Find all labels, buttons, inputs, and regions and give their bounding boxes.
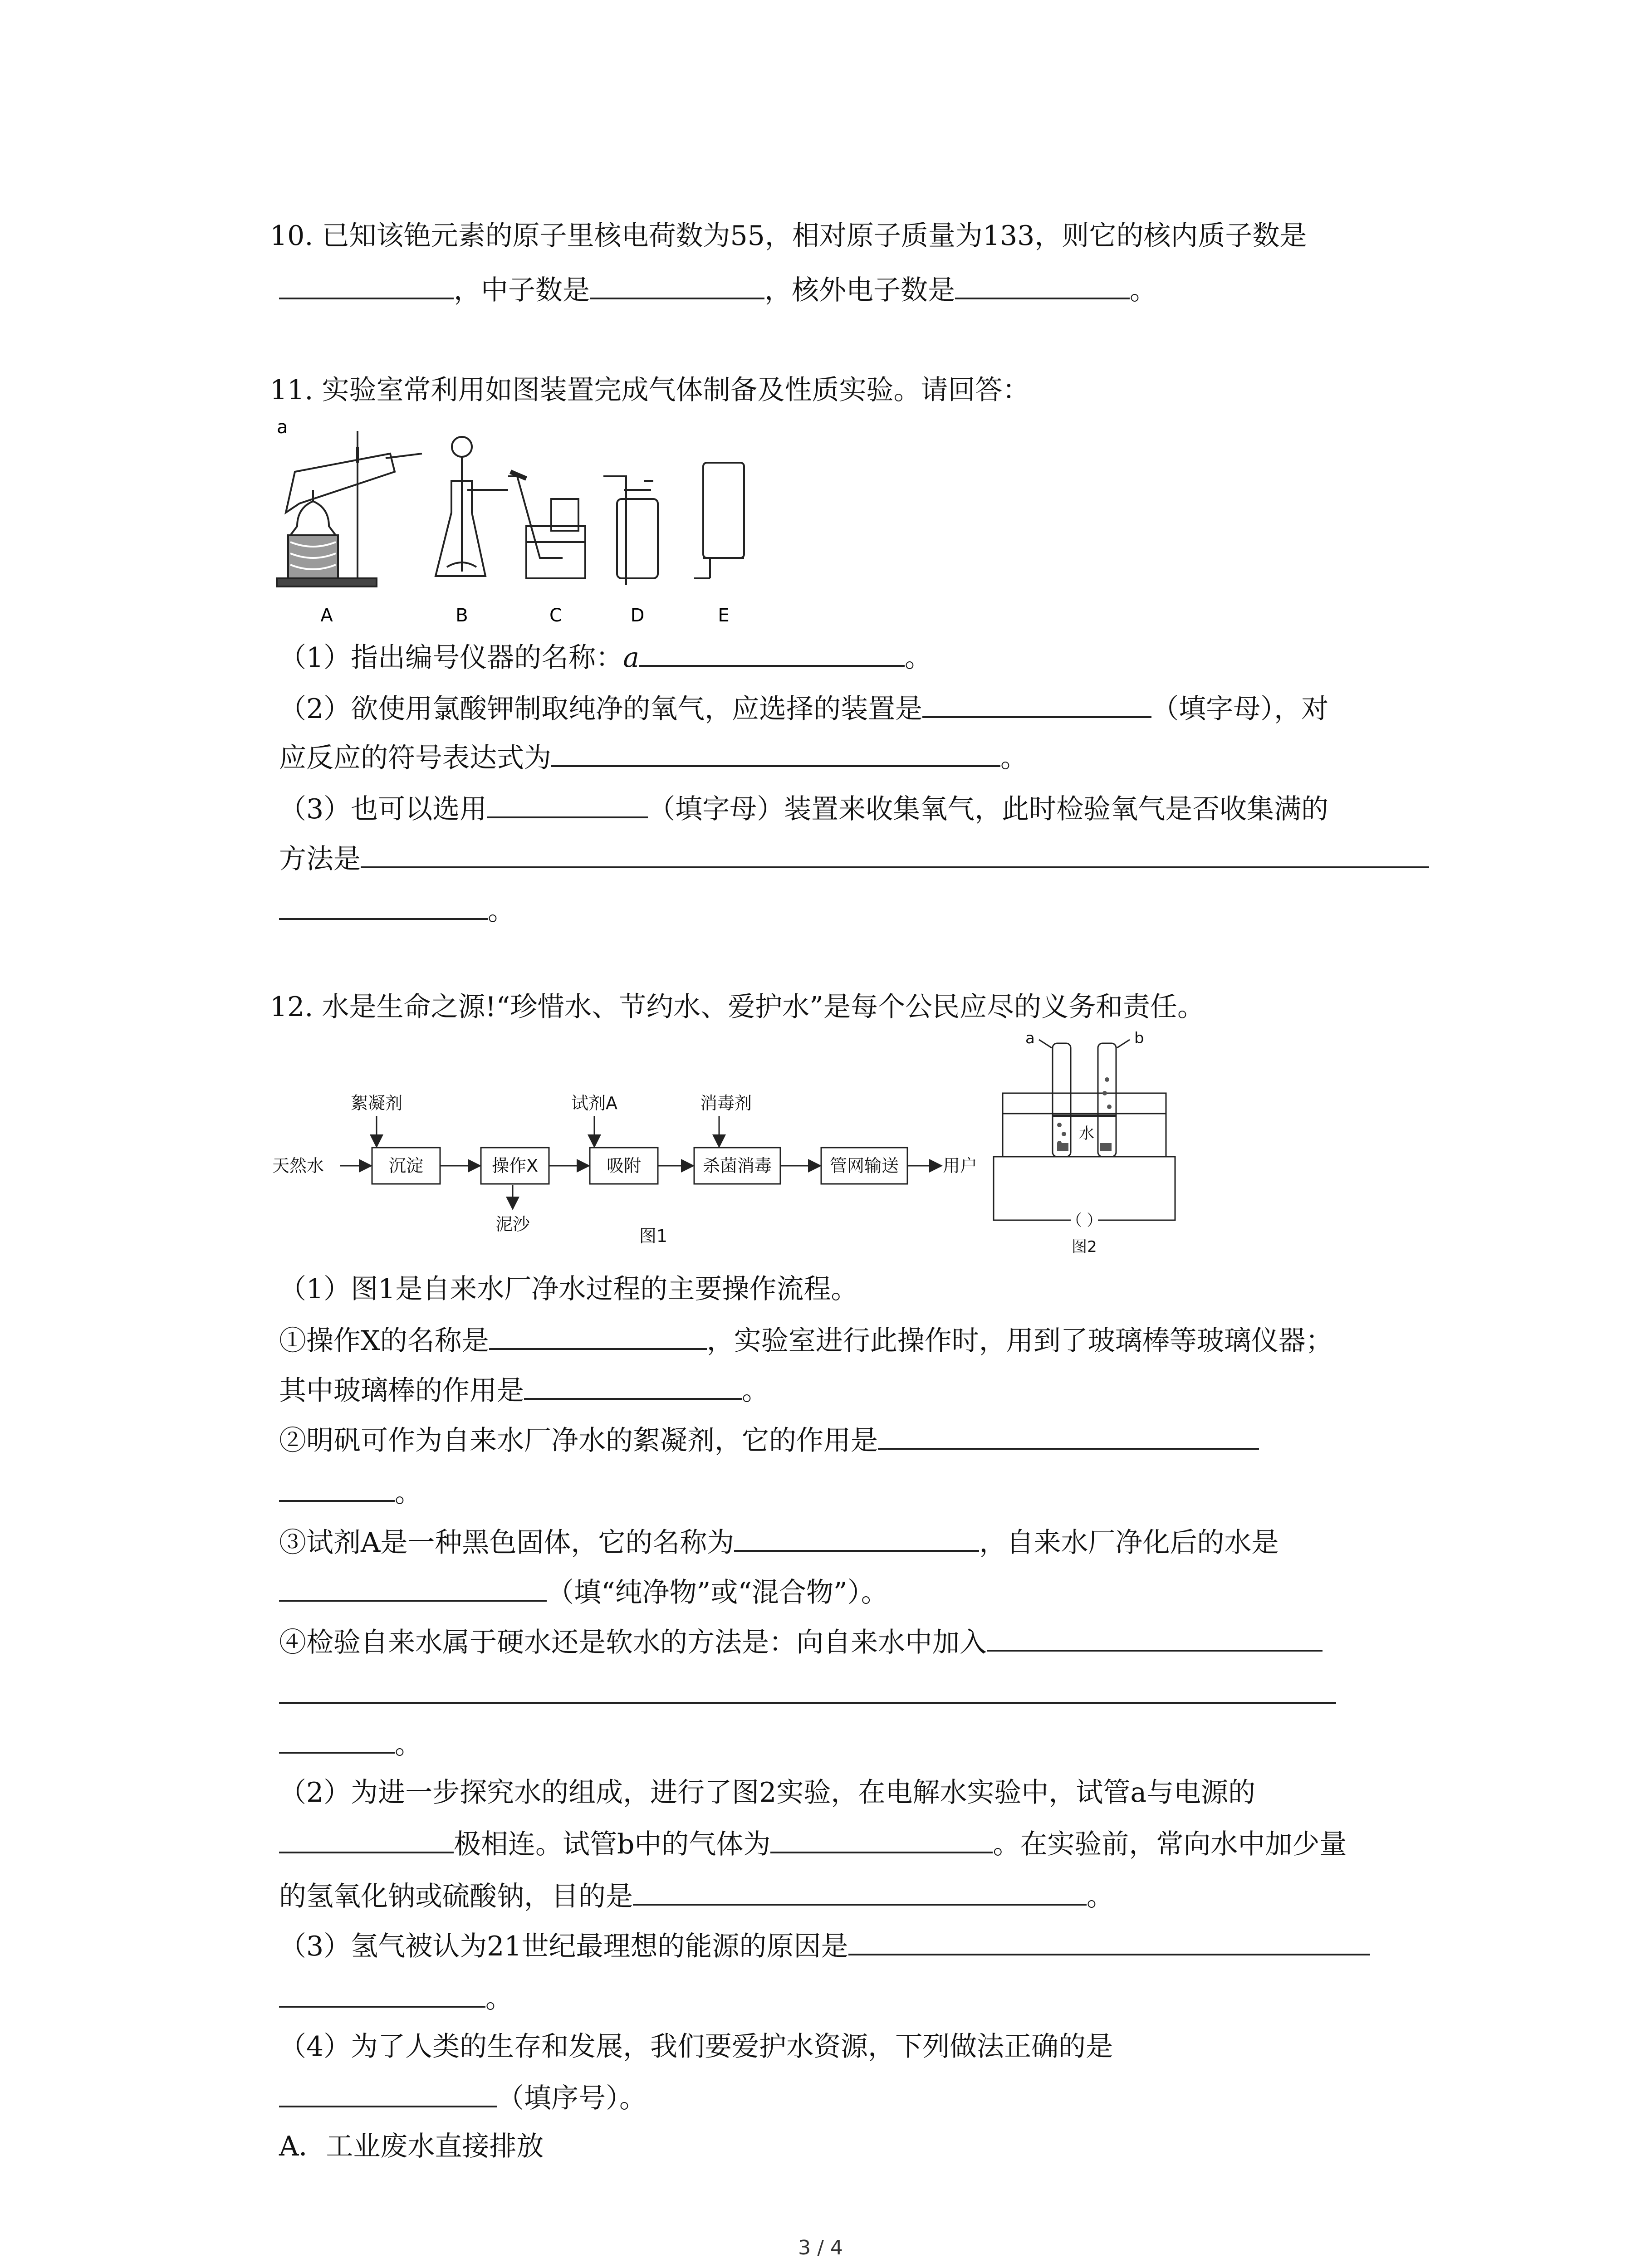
q12-blank-gas-b[interactable] (770, 1823, 993, 1853)
q12-s4-line1: （4）为了人类的生存和发展，我们要爱护水资源，下列做法正确的是 (279, 2031, 1113, 2063)
fig-label-E: E (718, 605, 730, 626)
flow-box-4: 杀菌消毒 (702, 1156, 772, 1176)
q11-blank-apparatus[interactable] (922, 688, 1151, 718)
q11-part2-line2: 应反应的符号表达式为 。 (279, 737, 1028, 777)
fig2-label-a: a (1025, 1030, 1035, 1047)
fig-label-A: A (320, 605, 333, 626)
label-a-marker: a (277, 422, 288, 438)
q10-blank-electrons[interactable] (955, 269, 1130, 299)
q12-s1-4-line3: 。 (279, 1724, 422, 1764)
fig-label-C: C (549, 605, 562, 626)
q12-blank-water-type[interactable] (279, 1572, 547, 1602)
q11-blank-a[interactable] (639, 637, 905, 667)
fig-label-D: D (630, 605, 645, 626)
q11-title: 11. 实验室常利用如图装置完成气体制备及性质实验。请回答： (270, 374, 1030, 406)
q12-blank-operation[interactable] (489, 1320, 707, 1350)
q12-blank-hardwater-test-cont[interactable] (279, 1674, 1336, 1704)
flow-box-3: 吸附 (606, 1156, 642, 1176)
fig2-caption: 图2 (1072, 1238, 1097, 1256)
q11-part1: （1）指出编号仪器的名称：a 。 (279, 637, 932, 677)
fig2-water-label: 水 (1079, 1124, 1094, 1143)
q12-s1-4-line2 (279, 1674, 1336, 1714)
q10-blank-protons[interactable] (279, 269, 454, 299)
flow-input-3: 消毒剂 (700, 1093, 752, 1113)
flow-input-1: 絮凝剂 (350, 1093, 403, 1113)
q12-blank-hydrogen-reason[interactable] (848, 1926, 1370, 1955)
flow-end: 用户 (943, 1156, 978, 1176)
flow-box-1: 沉淀 (388, 1156, 424, 1176)
page-number: 3 / 4 (798, 2236, 843, 2259)
q12-figure2-electrolysis (985, 1030, 1193, 1256)
q11-blank-equation[interactable] (551, 737, 1000, 767)
q12-s1-2-line1: ②明矾可作为自来水厂净水的絮凝剂，它的作用是 (279, 1420, 1259, 1460)
q10-blank-neutrons[interactable] (590, 269, 764, 299)
q11-apparatus-figure (272, 422, 907, 635)
flow-input-2: 试剂A (571, 1093, 617, 1113)
fig2-power-parens: （ ） (1066, 1212, 1102, 1230)
q12-s1-4-line1: ④检验自来水属于硬水还是软水的方法是：向自来水中加入 (279, 1622, 1323, 1662)
q11-part3-line2: 方法是 (279, 838, 1429, 878)
flow-start: 天然水 (272, 1156, 324, 1176)
q12-s1-2-line2: 。 (279, 1472, 422, 1512)
q10-line1: 10. 已知该铯元素的原子里核电荷数为55，相对原子质量为133，则它的核内质子数是 (270, 220, 1307, 252)
q11-blank-method-cont[interactable] (279, 890, 488, 920)
flow-box-2: 操作X (491, 1156, 539, 1176)
q12-figure1-flow (272, 1089, 980, 1252)
q12-blank-reagent-name[interactable] (734, 1522, 979, 1552)
q12-blank-alum-role-cont[interactable] (279, 1472, 395, 1502)
q12-s3-line1: （3）氢气被认为21世纪最理想的能源的原因是 (279, 1926, 1370, 1965)
q12-blank-purpose[interactable] (633, 1876, 1087, 1906)
q12-blank-correct-choice[interactable] (279, 2077, 497, 2107)
fig2-label-b: b (1134, 1030, 1144, 1047)
q12-s4-line2: （填序号）。 (279, 2077, 647, 2117)
q11-part3-line1: （3）也可以选用 （填字母）装置来收集氧气，此时检验氧气是否收集满的 (279, 788, 1328, 828)
q12-s1-1-line1: ①操作X的名称是 ，实验室进行此操作时，用到了玻璃棒等玻璃仪器； (279, 1320, 1333, 1360)
q12-blank-rod-role[interactable] (524, 1370, 742, 1400)
q10-line2: ，中子数是 ，核外电子数是 。 (279, 269, 1157, 309)
q12-blank-electrode[interactable] (279, 1823, 454, 1853)
fig-label-B: B (456, 605, 468, 626)
q12-s1: （1）图1是自来水厂净水过程的主要操作流程。 (279, 1273, 858, 1305)
q11-part2-line1: （2）欲使用氯酸钾制取纯净的氧气，应选择的装置是 （填字母），对 (279, 688, 1328, 728)
q12-option-a: A．工业废水直接排放 (279, 2131, 544, 2162)
fig1-caption: 图1 (639, 1226, 668, 1246)
q12-s1-3-line2: （填“纯净物”或“混合物”）。 (279, 1572, 888, 1612)
q12-blank-alum-role[interactable] (878, 1420, 1259, 1450)
flow-output: 泥沙 (495, 1214, 530, 1234)
q12-title: 12. 水是生命之源!“珍惜水、节约水、爱护水”是每个公民应尽的义务和责任。 (270, 991, 1205, 1023)
q12-s1-1-line2: 其中玻璃棒的作用是 。 (279, 1370, 769, 1410)
q11-part3-line3: 。 (279, 890, 515, 930)
q12-s1-3-line1: ③试剂A是一种黑色固体，它的名称为 ，自来水厂净化后的水是 (279, 1522, 1279, 1562)
q12-blank-hydrogen-reason-cont[interactable] (279, 1978, 485, 2008)
q12-blank-hardwater-test-end[interactable] (279, 1724, 395, 1754)
q12-s2-line1: （2）为进一步探究水的组成，进行了图2实验，在电解水实验中，试管a与电源的 (279, 1777, 1256, 1809)
q12-blank-hardwater-test[interactable] (987, 1622, 1323, 1652)
q11-blank-collect[interactable] (487, 788, 648, 818)
flow-box-5: 管网输送 (829, 1156, 899, 1176)
q12-s2-line2: 极相连。试管b中的气体为 。在实验前，常向水中加少量 (279, 1823, 1347, 1863)
q12-s2-line3: 的氢氧化钠或硫酸钠，目的是 。 (279, 1876, 1114, 1916)
q12-s3-line2: 。 (279, 1978, 513, 2018)
q11-blank-method[interactable] (361, 838, 1429, 868)
